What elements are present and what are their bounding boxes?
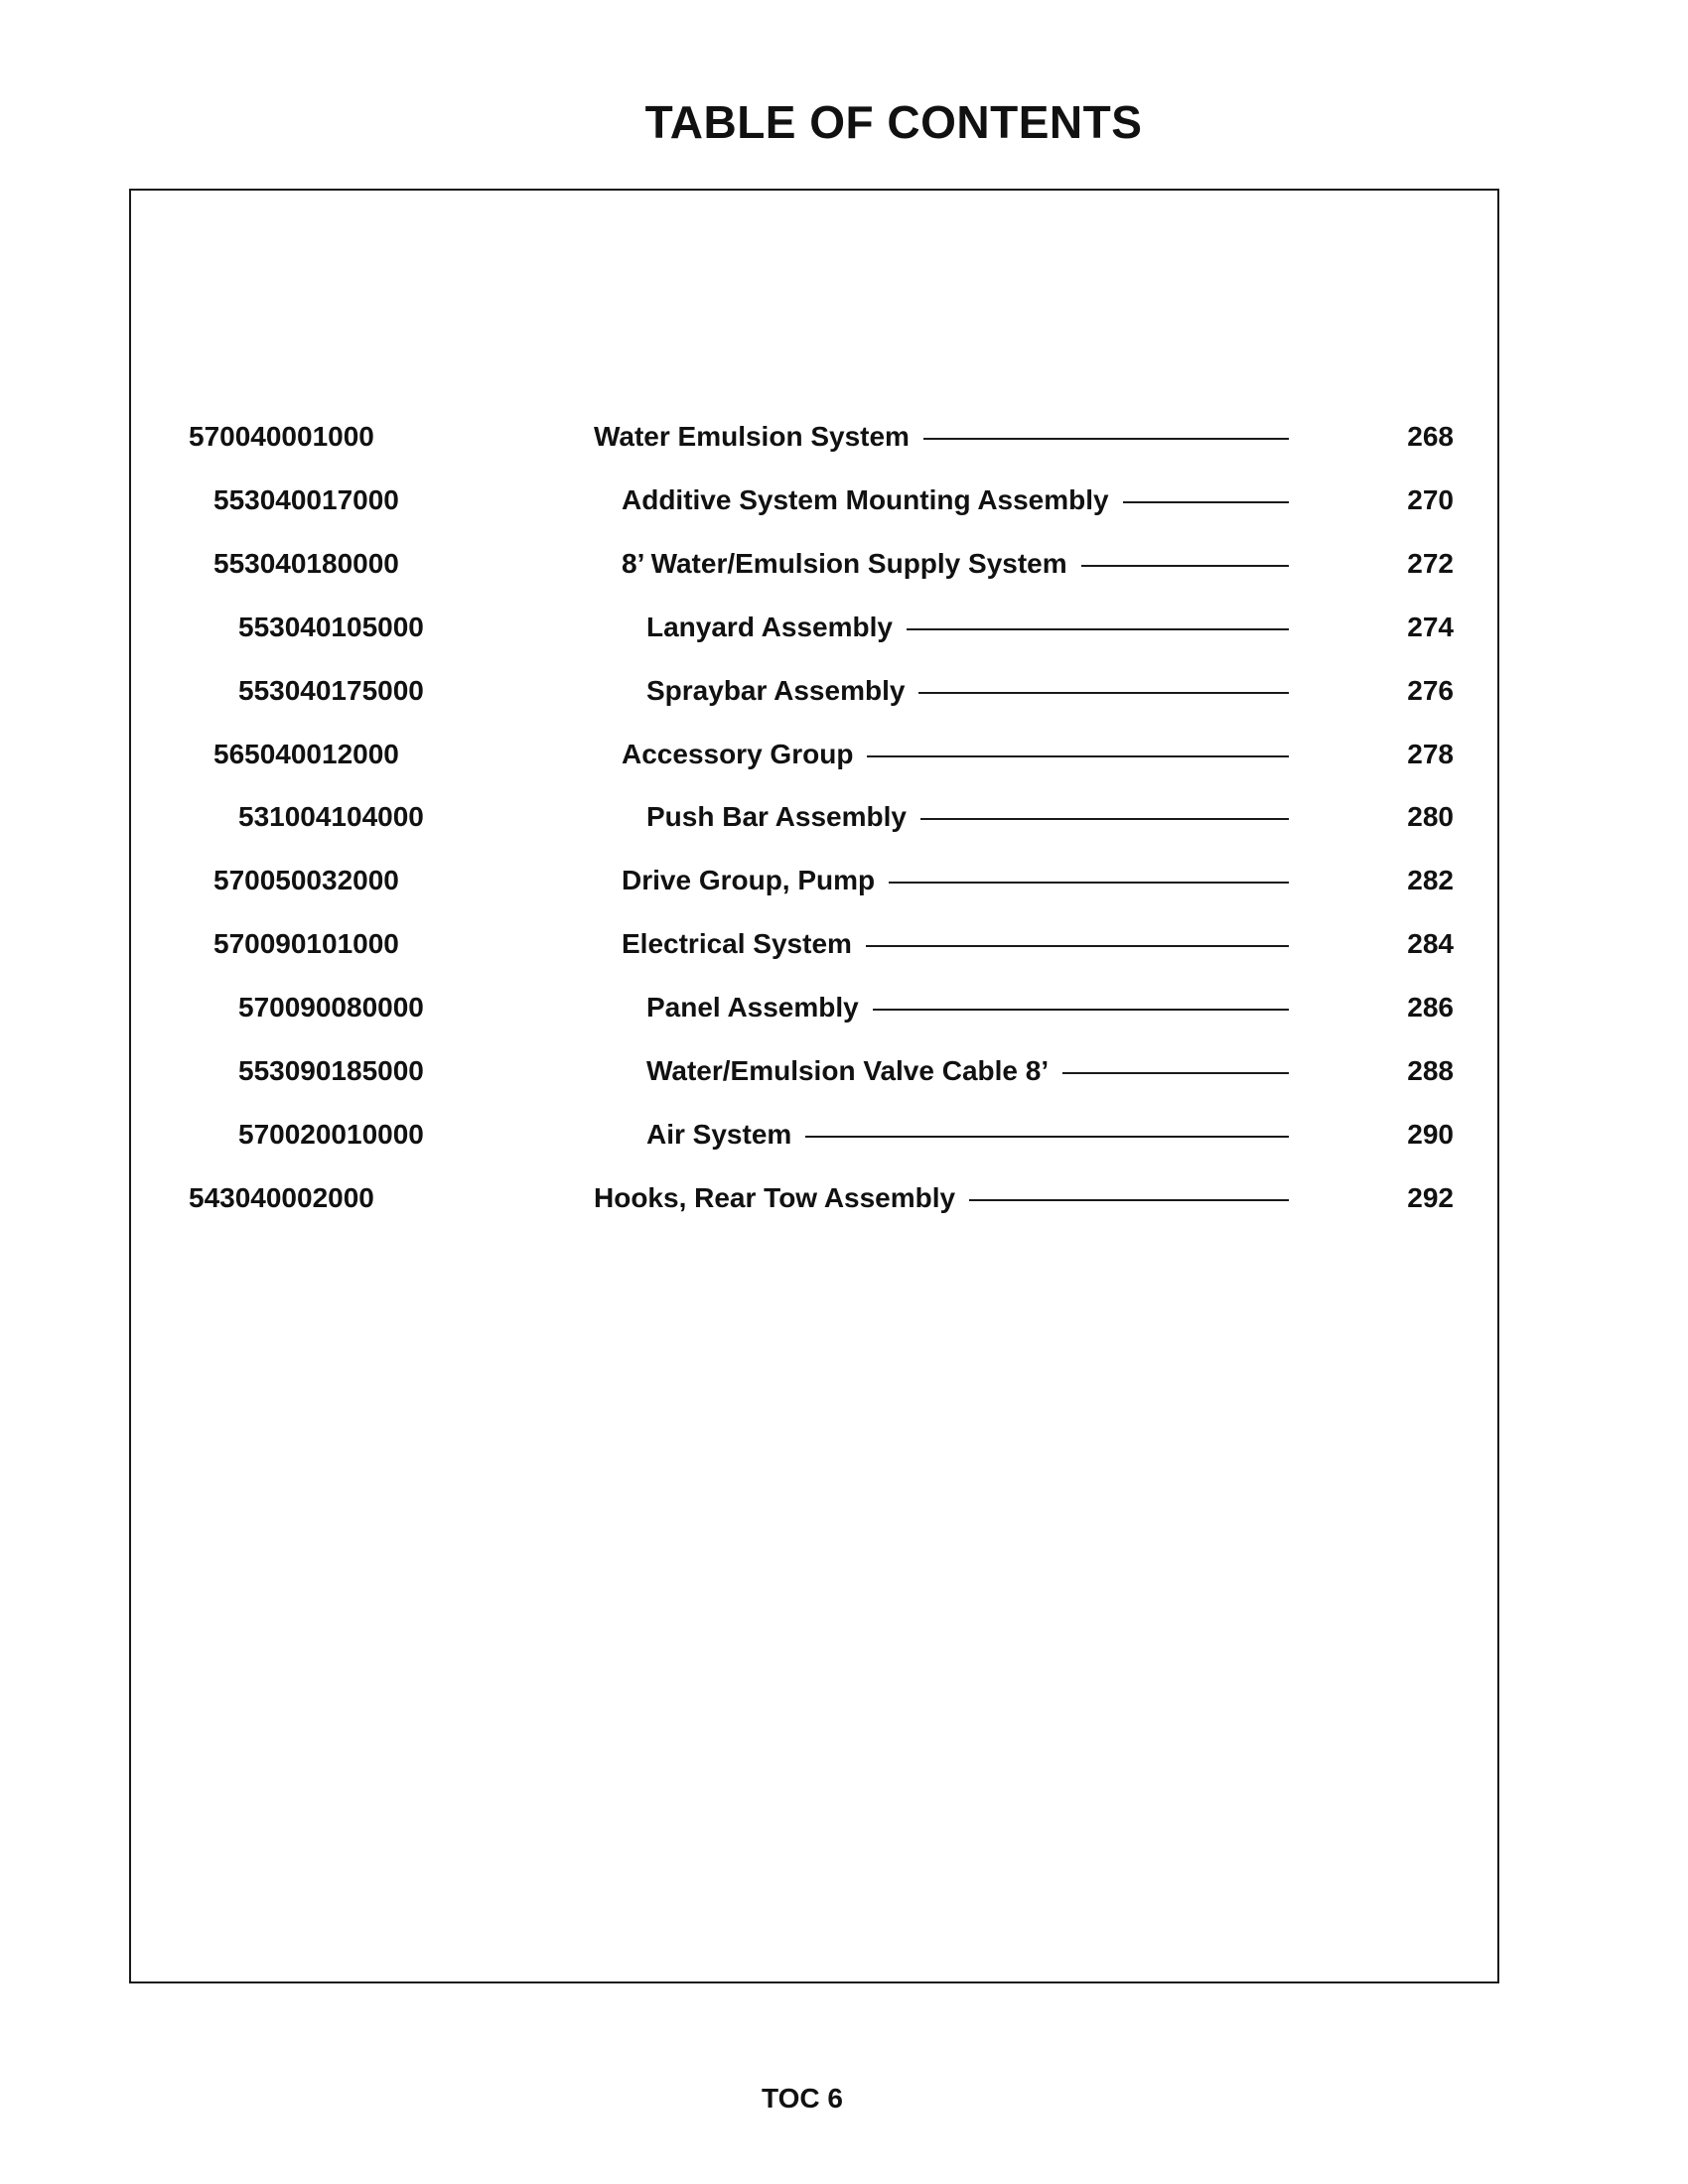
toc-entry [0, 735, 1688, 774]
entry-title: Hooks, Rear Tow Assembly [594, 1181, 956, 1213]
leader-line [805, 1136, 1289, 1138]
part-number: 531004104000 [238, 801, 424, 833]
entry-title: 8’ Water/Emulsion Supply System [622, 547, 1067, 579]
entry-title: Drive Group, Pump [622, 865, 876, 896]
page-number: 274 [1407, 611, 1454, 642]
part-number: 553040175000 [238, 674, 424, 706]
entry-title: Spraybar Assembly [646, 674, 906, 706]
page-number: 288 [1407, 1055, 1454, 1086]
page-number: 282 [1407, 865, 1454, 896]
part-number: 570090101000 [213, 928, 399, 960]
page-number: 290 [1407, 1118, 1454, 1150]
page-footer: TOC 6 [762, 2083, 843, 2114]
part-number: 570020010000 [238, 1118, 424, 1150]
entry-title: Accessory Group [622, 738, 854, 769]
toc-entry [0, 1178, 1688, 1218]
entry-title: Water Emulsion System [594, 421, 910, 452]
leader-line [867, 755, 1289, 757]
toc-entry [0, 924, 1688, 964]
part-number: 570090080000 [238, 992, 424, 1024]
part-number: 553040017000 [213, 483, 399, 515]
leader-line [907, 628, 1289, 630]
leader-line [1123, 501, 1289, 503]
toc-entry [0, 797, 1688, 837]
leader-line [866, 945, 1289, 947]
page-number: 272 [1407, 547, 1454, 579]
page-number: 270 [1407, 483, 1454, 515]
toc-entry [0, 480, 1688, 520]
leader-line [1081, 565, 1289, 567]
toc-entry [0, 671, 1688, 711]
part-number: 570040001000 [189, 421, 374, 452]
page-number: 284 [1407, 928, 1454, 960]
toc-entry [0, 1115, 1688, 1155]
page-number: 292 [1407, 1181, 1454, 1213]
toc-entry [0, 417, 1688, 457]
leader-line [1062, 1072, 1289, 1074]
page-number: 280 [1407, 801, 1454, 833]
toc-entry [0, 861, 1688, 900]
entry-title: Additive System Mounting Assembly [622, 483, 1109, 515]
toc-entry [0, 988, 1688, 1027]
toc-entry [0, 544, 1688, 584]
part-number: 553040180000 [213, 547, 399, 579]
leader-line [969, 1199, 1289, 1201]
page-number: 268 [1407, 421, 1454, 452]
leader-line [920, 818, 1289, 820]
part-number: 553090185000 [238, 1055, 424, 1086]
entry-title: Push Bar Assembly [646, 801, 907, 833]
entry-title: Electrical System [622, 928, 852, 960]
part-number: 570050032000 [213, 865, 399, 896]
toc-entry [0, 608, 1688, 647]
entry-title: Air System [646, 1118, 792, 1150]
entry-title: Water/Emulsion Valve Cable 8’ [646, 1055, 1050, 1086]
page-number: 286 [1407, 992, 1454, 1024]
leader-line [889, 882, 1289, 884]
page-number: 278 [1407, 738, 1454, 769]
part-number: 553040105000 [238, 611, 424, 642]
page-number: 276 [1407, 674, 1454, 706]
page-title: TABLE OF CONTENTS [644, 96, 1143, 148]
leader-line [873, 1009, 1289, 1011]
entry-title: Lanyard Assembly [646, 611, 893, 642]
entry-title: Panel Assembly [646, 992, 859, 1024]
leader-line [918, 692, 1289, 694]
part-number: 565040012000 [213, 738, 399, 769]
leader-line [923, 438, 1289, 440]
part-number: 543040002000 [189, 1181, 374, 1213]
toc-entry [0, 1051, 1688, 1091]
